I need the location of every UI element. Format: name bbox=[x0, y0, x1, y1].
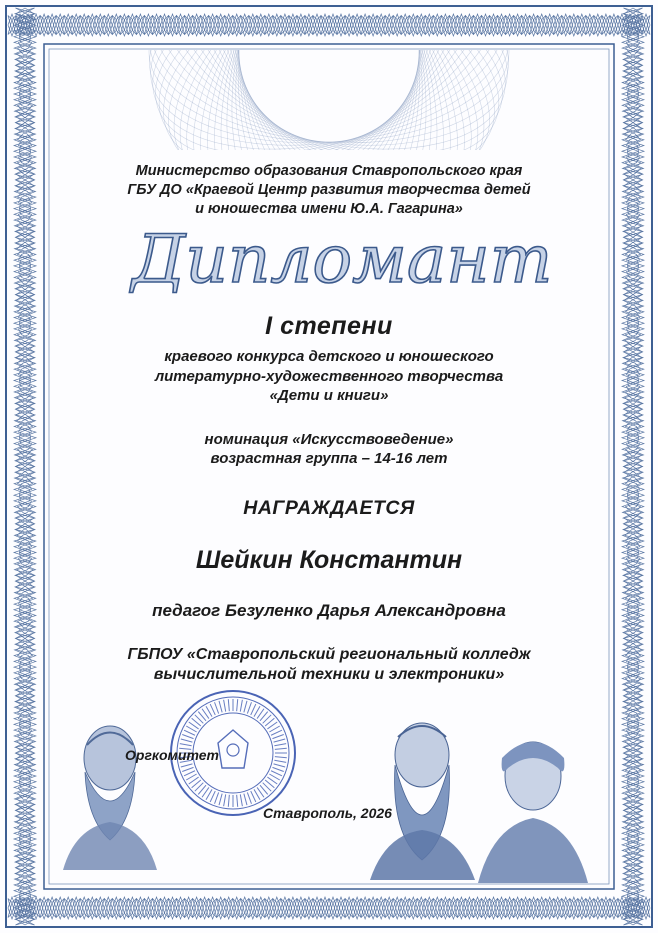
organizer-block bbox=[0, 162, 658, 219]
recipient-name: Шейкин Константин bbox=[195, 546, 463, 574]
title-text: Дипломант bbox=[131, 221, 553, 298]
contest-line-1: краевого конкурса детского и юношеского bbox=[164, 348, 494, 365]
organizer-line-3: и юношества имени Ю.А. Гагарина» bbox=[195, 201, 463, 217]
institution-line-1: ГБПОУ «Ставропольский региональный колледж bbox=[127, 646, 531, 663]
nomination: номинация «Искусствоведение» bbox=[204, 431, 454, 448]
contest-block bbox=[0, 347, 658, 406]
institution-block bbox=[0, 645, 658, 685]
committee-label: Оргкомитет bbox=[125, 747, 219, 763]
organizer-line-1: Министерство образования Ставропольского края bbox=[135, 163, 523, 179]
degree: I степени bbox=[265, 312, 393, 340]
city-year: Ставрополь, 2026 bbox=[263, 805, 392, 821]
portrait-left bbox=[55, 700, 165, 870]
nomination-block bbox=[0, 430, 658, 468]
age-group: возрастная группа – 14-16 лет bbox=[210, 450, 448, 467]
organizer-line-2: ГБУ ДО «Краевой Центр развития творчества детей bbox=[127, 182, 531, 198]
contest-line-3: «Дети и книги» bbox=[269, 387, 389, 404]
teacher-name: педагог Безуленко Дарья Александровна bbox=[152, 601, 506, 620]
awarded-label: НАГРАЖДАЕТСЯ bbox=[243, 497, 415, 519]
institution-line-2: вычислительной техники и электроники» bbox=[153, 666, 505, 683]
diploma-title bbox=[120, 214, 560, 304]
portrait-right bbox=[478, 718, 588, 883]
portrait-center bbox=[365, 705, 480, 880]
contest-line-2: литературно-художественного творчества bbox=[154, 367, 504, 385]
